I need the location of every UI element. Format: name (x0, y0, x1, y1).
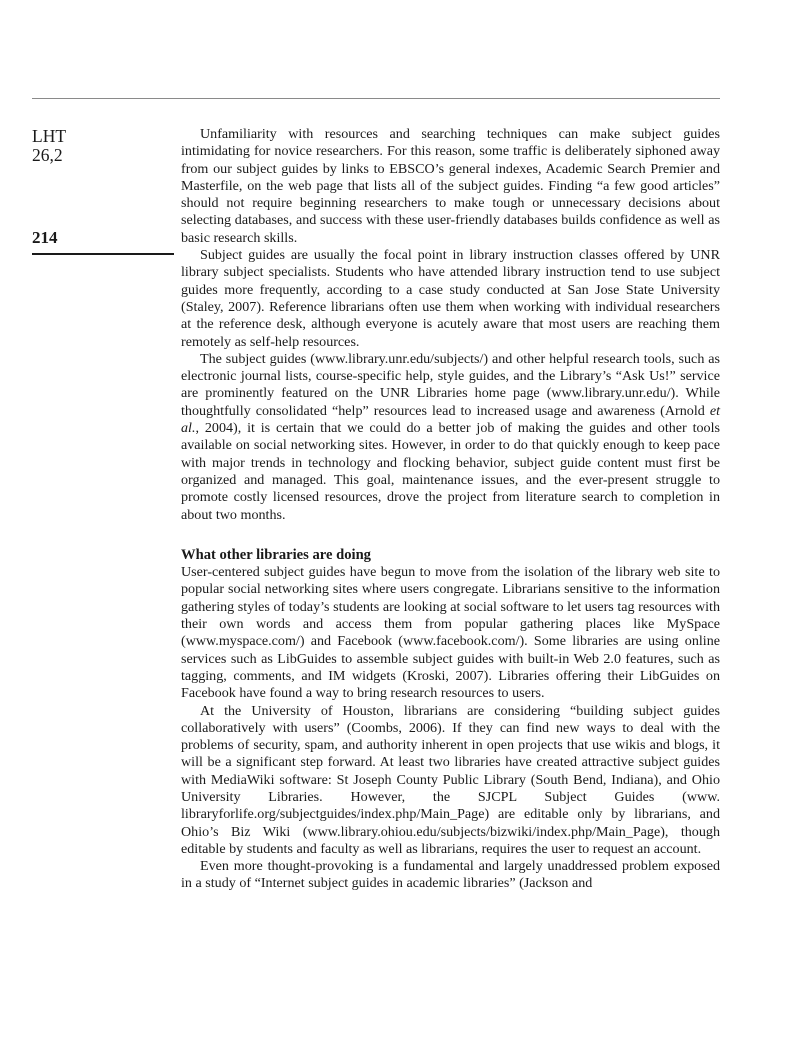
paragraph-home-page-text-a: The subject guides (www.library.unr.edu/subjects/) and other helpful research tools, such as electronic journal lists, course-specific help, style guides, and the Library’s “Ask Us!” service are prominently featured on the UNR Libraries home page (www.library.unr.edu/). While thoughtfully consolidated “help” resources lead to increased usage and awareness (Arnold (181, 350, 720, 419)
paragraph-home-page (181, 351, 720, 524)
section-heading: What other libraries are doing (181, 546, 371, 563)
paragraph-focal-point: Subject guides are usually the focal point in library instruction classes offered by UNR library subject specialists. Students who have attended library instruction tend to use subject guides more frequently, according to a case study conducted at San Jose State University (Staley, 2007). Reference librarians often use them when working with individual researchers at the reference desk, although everyone is acutely aware that most users are reaching them remotely as self-help resources. (181, 247, 720, 350)
header-rule (32, 98, 720, 99)
running-head (32, 127, 174, 165)
citation-et-al: et al. (181, 402, 720, 437)
journal-abbreviation: LHT (32, 126, 67, 146)
paragraph-user-centered: User-centered subject guides have begun to move from the isolation of the library web site to popular social networking sites where users congregate. Librarians sensitive to the information gathering styles of today’s students are looking at social software to let users tag resources with their own words and access them from popular gathering places like MySpace (www.myspace.com/) and Facebook (www.facebook.com/). Some libraries are using online services such as LibGuides to assemble subject guides with built-in Web 2.0 features, such as tagging, comments, and IM widgets (Kroski, 2007). Libraries offering their LibGuides on Facebook have found a way to bring research resources to users. (181, 564, 720, 702)
paragraph-houston: At the University of Houston, librarians are considering “building subject guides collaboratively with users” (Coombs, 2006). If they can find new ways to deal with the problems of security, spam, and authority inherent in open projects that use wikis and blogs, it will be a significant step forward. At least two libraries have created attractive subject guides with MediaWiki software: St Joseph County Public Library (South Bend, Indiana), and Ohio University Libraries. However, the SJCPL Subject Guides (www. libraryforlife.org/subjectguides/index.php/Main_Page) are editable only by librarians, and Ohio’s Biz Wiki (www.library.ohiou.edu/subjects/bizwiki/index.php/Main_Page), though editable by students and faculty as well as librarians, requires the user to request an account. (181, 702, 720, 857)
page-number: 214 (32, 228, 58, 247)
paragraph-home-page-text-b: , 2004), it is certain that we could do a better job of making the guides and other tools available on social networking sites. However, in order to do that quickly enough to keep pace with major trends in technology and flocking behavior, subject guide content must first be organized and managed. This goal, maintenance issues, and the ever-present struggle to promote costly licensed resources, drove the project from literature search to completion in about two months. (181, 420, 720, 523)
paragraph-unfamiliarity: Unfamiliarity with resources and searching techniques can make subject guides intimidating for novice researchers. For this reason, some traffic is deliberately siphoned away from our subject guides by links to EBSCO’s general indexes, Academic Search Premier and Masterfile, on the web page that lists all of the subject guides. Finding “a few good articles” should not require beginning researchers to make tough or unnecessary decisions about selecting databases, and success with these user-friendly databases builds confidence as well as basic research skills. (181, 126, 720, 246)
page-number-rule (32, 253, 174, 255)
journal-volume-issue: 26,2 (32, 145, 63, 165)
article-body (181, 126, 720, 893)
paragraph-thought-provoking: Even more thought-provoking is a fundamental and largely unaddressed problem exposed in a study of “Internet subject guides in academic libraries” (Jackson and (181, 858, 720, 892)
